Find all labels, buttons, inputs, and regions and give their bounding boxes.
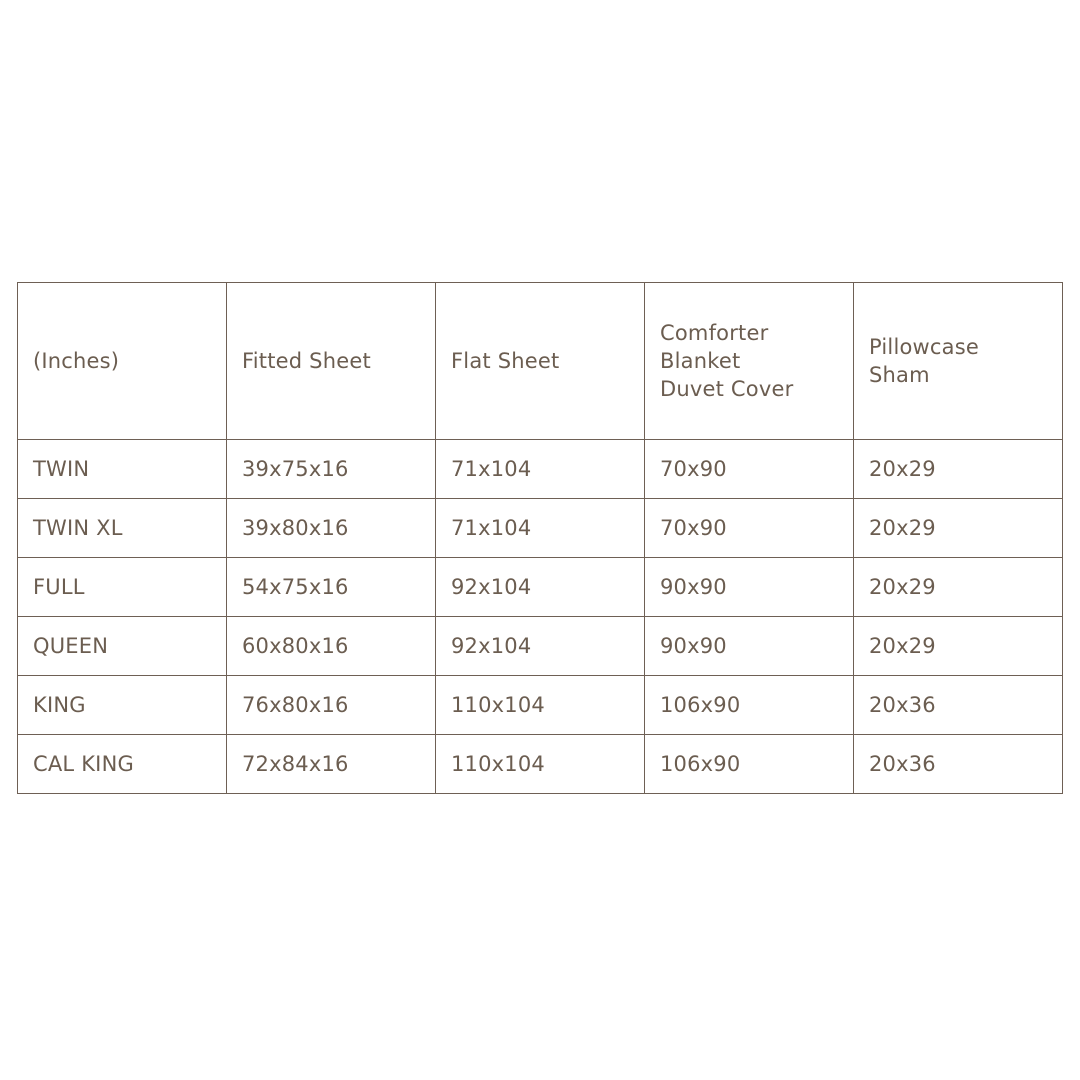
- header-cell-flat-sheet: [436, 283, 645, 440]
- table-row: [18, 735, 1063, 794]
- comforter-cell: 90x90: [645, 558, 854, 617]
- header-line: Comforter: [660, 321, 769, 345]
- pillowcase-cell: 20x29: [854, 558, 1063, 617]
- table-row: [18, 440, 1063, 499]
- table-row: [18, 676, 1063, 735]
- flat-sheet-cell: 71x104: [436, 440, 645, 499]
- header-line: Pillowcase: [869, 335, 980, 359]
- header-line: Flat Sheet: [451, 349, 560, 373]
- table-row: [18, 617, 1063, 676]
- size-chart-table: [17, 282, 1063, 794]
- comforter-cell: 70x90: [645, 440, 854, 499]
- flat-sheet-cell: 92x104: [436, 558, 645, 617]
- fitted-sheet-cell: 76x80x16: [227, 676, 436, 735]
- comforter-cell: 106x90: [645, 735, 854, 794]
- header-line: Sham: [869, 363, 930, 387]
- pillowcase-cell: 20x29: [854, 499, 1063, 558]
- flat-sheet-cell: 71x104: [436, 499, 645, 558]
- size-name-cell: TWIN XL: [18, 499, 227, 558]
- header-cell-comforter: [645, 283, 854, 440]
- flat-sheet-cell: 110x104: [436, 735, 645, 794]
- table-row: [18, 558, 1063, 617]
- fitted-sheet-cell: 60x80x16: [227, 617, 436, 676]
- comforter-cell: 90x90: [645, 617, 854, 676]
- header-line: (Inches): [33, 349, 120, 373]
- header-row: [18, 283, 1063, 440]
- pillowcase-cell: 20x36: [854, 735, 1063, 794]
- flat-sheet-cell: 110x104: [436, 676, 645, 735]
- pillowcase-cell: 20x29: [854, 617, 1063, 676]
- header-line: Fitted Sheet: [242, 349, 371, 373]
- header-line: Blanket: [660, 349, 741, 373]
- fitted-sheet-cell: 54x75x16: [227, 558, 436, 617]
- comforter-cell: 106x90: [645, 676, 854, 735]
- size-name-cell: KING: [18, 676, 227, 735]
- comforter-cell: 70x90: [645, 499, 854, 558]
- header-cell-pillowcase: [854, 283, 1063, 440]
- fitted-sheet-cell: 72x84x16: [227, 735, 436, 794]
- header-line: Duvet Cover: [660, 377, 794, 401]
- size-name-cell: FULL: [18, 558, 227, 617]
- table-row: [18, 499, 1063, 558]
- fitted-sheet-cell: 39x75x16: [227, 440, 436, 499]
- fitted-sheet-cell: 39x80x16: [227, 499, 436, 558]
- pillowcase-cell: 20x29: [854, 440, 1063, 499]
- header-cell-unit: [18, 283, 227, 440]
- size-name-cell: CAL KING: [18, 735, 227, 794]
- header-cell-fitted-sheet: [227, 283, 436, 440]
- size-name-cell: QUEEN: [18, 617, 227, 676]
- pillowcase-cell: 20x36: [854, 676, 1063, 735]
- flat-sheet-cell: 92x104: [436, 617, 645, 676]
- size-name-cell: TWIN: [18, 440, 227, 499]
